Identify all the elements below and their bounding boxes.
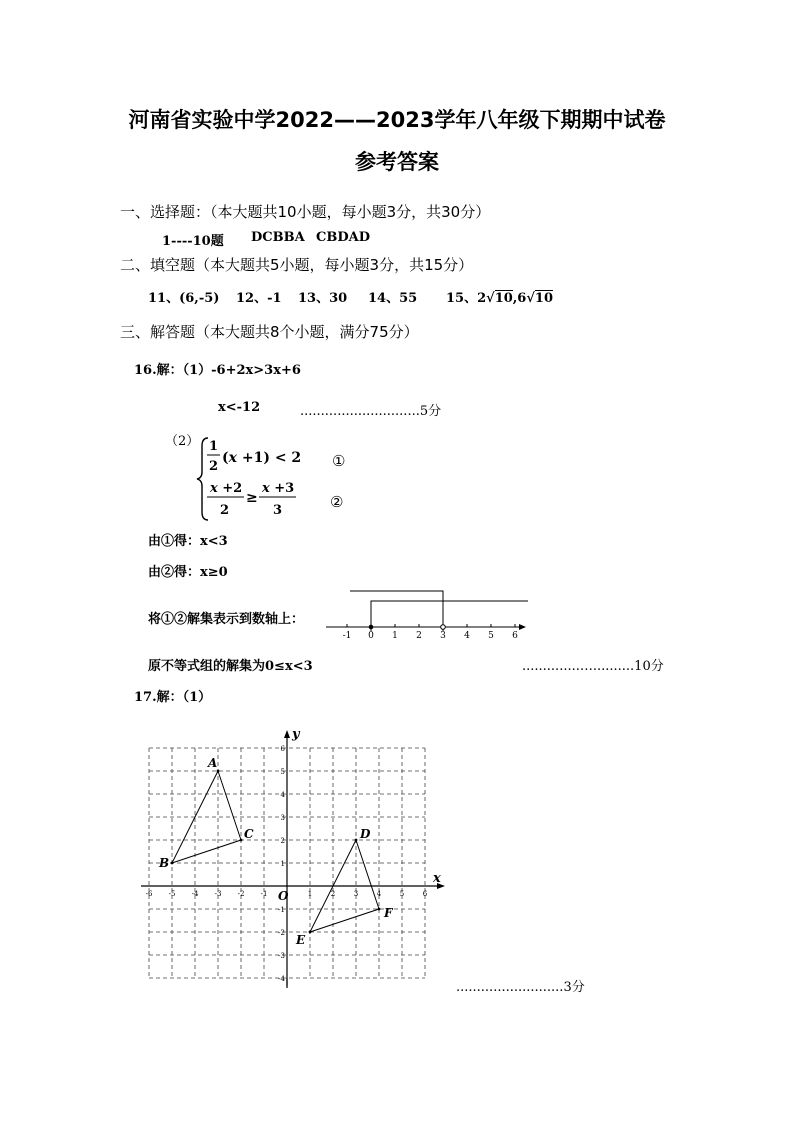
- y-tick-label: -2: [278, 929, 285, 937]
- x-tick-label: 4: [376, 890, 382, 898]
- x-tick-label: -4: [191, 890, 199, 898]
- q16-circle-1: ①: [332, 452, 346, 470]
- section1-answers-2: CBDAD: [316, 230, 370, 245]
- numberline-tick-label: 0: [368, 631, 374, 641]
- origin-label: O: [278, 889, 289, 903]
- section3-heading: 三、解答题（本大题共8个小题，满分75分）: [120, 323, 419, 341]
- x-tick-label: -6: [145, 890, 153, 898]
- coordinate-grid: [140, 724, 450, 994]
- q16-from-2: 由②得：x≥0: [148, 565, 228, 580]
- q17-score: ..........................3分: [456, 980, 585, 995]
- numberline-tick-label: -1: [342, 631, 352, 641]
- x-tick-label: 2: [330, 890, 336, 898]
- y-tick-label: 6: [280, 745, 285, 753]
- x-tick-label: 1: [307, 890, 313, 898]
- answer-15-mid: ,6: [512, 291, 527, 306]
- svg-text:≥: ≥: [246, 490, 258, 506]
- point-dot: [378, 908, 381, 911]
- brace-icon: [197, 438, 208, 520]
- x-tick-label: -1: [260, 890, 268, 898]
- q16-from-1: 由①得：x<3: [148, 534, 228, 549]
- numberline-tick-label: 5: [488, 631, 494, 641]
- closed-dot-0: [369, 625, 374, 630]
- answer-15-radicand-2: 10: [534, 291, 553, 306]
- y-tick-label: -4: [278, 975, 285, 983]
- q16-part2-label: （2）: [165, 434, 200, 449]
- point-label: C: [244, 827, 254, 841]
- number-line: [320, 586, 530, 642]
- x-tick-label: -5: [168, 890, 176, 898]
- answer-15-radicand-1: 10: [494, 291, 513, 306]
- x-tick-label: 6: [422, 890, 428, 898]
- section2-heading: 二、填空题（本大题共5小题，每小题3分，共15分）: [120, 256, 474, 274]
- page-title: 河南省实验中学2022——2023学年八年级下期期中试卷: [128, 108, 666, 132]
- answer-15-prefix: 15、2: [446, 291, 487, 306]
- y-axis-arrow-icon: [284, 730, 290, 738]
- svg-text:x +2: x +2: [210, 481, 243, 496]
- y-tick-label: -1: [278, 906, 285, 914]
- y-tick-label: 2: [280, 837, 285, 845]
- svg-text:2: 2: [209, 459, 219, 474]
- q16-score-2: ..............…..........10分: [522, 659, 664, 674]
- point-label: D: [360, 827, 371, 841]
- axis-arrow-icon: [519, 624, 526, 630]
- point-dot: [355, 839, 358, 842]
- x-tick-label: 3: [353, 890, 359, 898]
- q16-score-1: .............................5分: [300, 404, 442, 419]
- point-label: F: [384, 906, 393, 920]
- y-tick-label: -3: [278, 952, 285, 960]
- q16-solution: 原不等式组的解集为0≤x<3: [148, 659, 313, 674]
- svg-text:2: 2: [220, 503, 230, 518]
- q16-circle-2: ②: [330, 493, 344, 511]
- point-dot: [240, 839, 243, 842]
- point-dot: [217, 770, 220, 773]
- svg-text:x +3: x +3: [262, 481, 295, 496]
- x-axis-label: x: [433, 871, 441, 886]
- numberline-tick-label: 4: [464, 631, 470, 641]
- q16-label: 16.解：（1）-6+2x>3x+6: [134, 363, 301, 378]
- solution-bracket-lt3: [350, 591, 443, 631]
- q16-numberline-label: 将①②解集表示到数轴上：: [148, 612, 305, 627]
- page-subtitle: 参考答案: [355, 150, 439, 174]
- section1-heading: 一、选择题：（本大题共10小题，每小题3分，共30分）: [120, 203, 491, 221]
- y-tick-label: 1: [280, 860, 285, 868]
- y-tick-label: 4: [280, 791, 285, 799]
- answer-12: 12、-1: [236, 291, 282, 306]
- x-tick-label: 5: [399, 890, 405, 898]
- numberline-tick-label: 3: [440, 631, 446, 641]
- answer-13: 13、30: [298, 291, 348, 306]
- numberline-tick-label: 2: [416, 631, 422, 641]
- numberline-tick-label: 1: [392, 631, 398, 641]
- svg-text:(x +1) < 2: (x +1) < 2: [222, 450, 302, 466]
- point-dot: [309, 931, 312, 934]
- point-label: E: [296, 933, 306, 947]
- numberline-tick-label: 6: [512, 631, 518, 641]
- x-tick-label: -2: [237, 890, 245, 898]
- q16-result: x<-12: [218, 400, 261, 415]
- section1-range: 1----10题: [162, 234, 224, 249]
- svg-text:1: 1: [209, 439, 219, 454]
- sqrt-sign-icon: √: [486, 291, 495, 306]
- section1-answers-1: DCBBA: [251, 230, 305, 245]
- point-label: A: [208, 756, 218, 770]
- point-label: B: [159, 856, 170, 870]
- q17-label: 17.解：（1）: [134, 690, 212, 705]
- point-dot: [171, 862, 174, 865]
- y-tick-label: 3: [280, 814, 285, 822]
- sqrt-sign-icon: √: [526, 291, 535, 306]
- x-tick-label: -3: [214, 890, 222, 898]
- answer-11: 11、(6,-5): [148, 291, 220, 306]
- answer-15: [446, 287, 553, 306]
- y-tick-label: 5: [280, 768, 285, 776]
- answer-14: 14、55: [368, 291, 418, 306]
- svg-text:3: 3: [273, 503, 283, 518]
- y-axis-label: y: [292, 727, 300, 742]
- open-dot-3: [441, 625, 446, 630]
